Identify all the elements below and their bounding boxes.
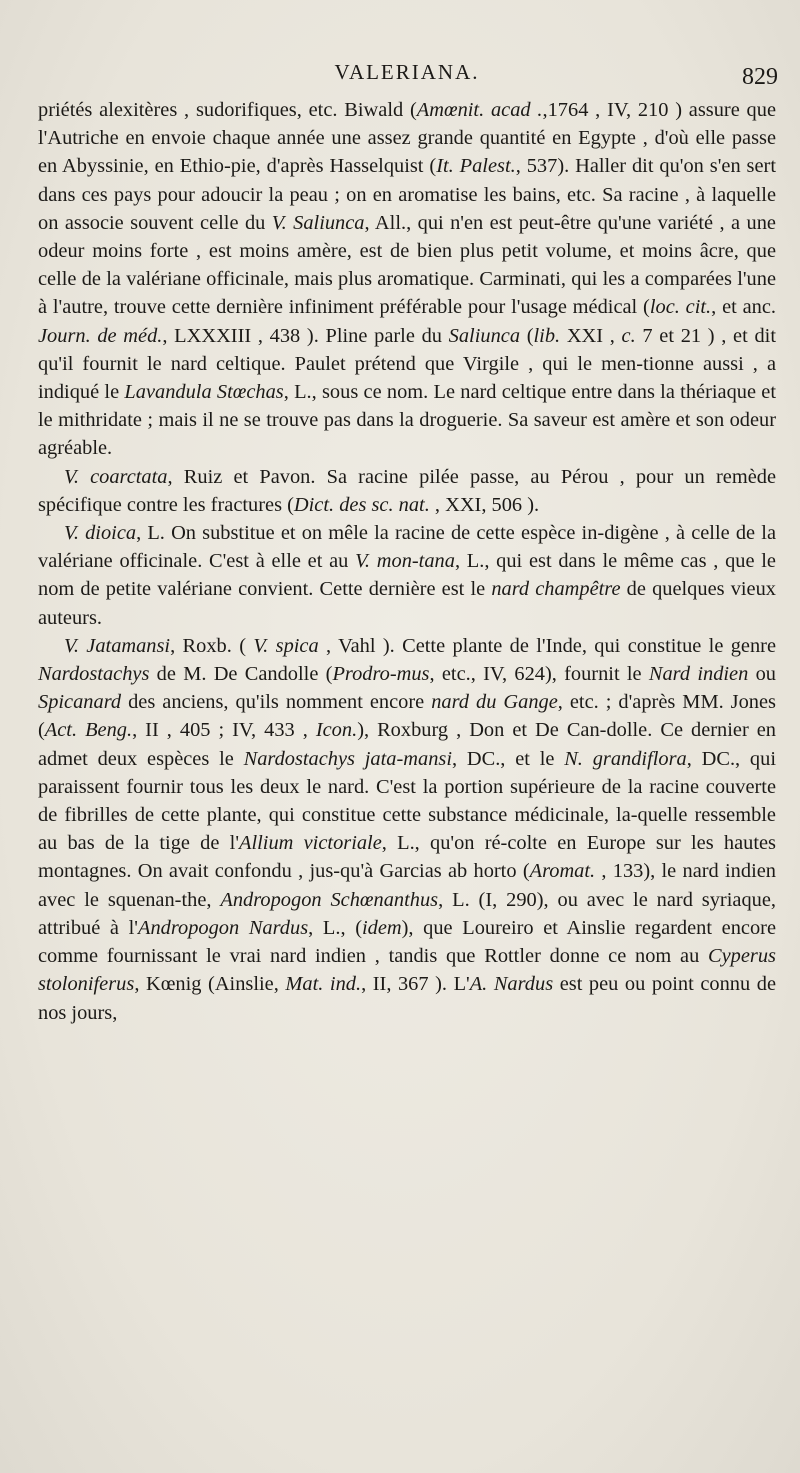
text-segment: , Vahl ). Cette plante de l'Inde, qui constitue le genre [318,634,777,657]
italic-text: lib. [533,324,561,347]
text-segment: ou [748,663,776,686]
body-text [38,96,776,1027]
text-segment: est peu ou point connu de nos jours, [38,973,777,1024]
text-segment: XXI , [560,324,622,347]
italic-text: V. Saliunca [271,211,365,234]
italic-text: nard du Gange [431,691,558,714]
text-segment: , Ruiz et Pavon. Sa racine pilée passe, au Pérou , pour un remède spécifique contre les fractures ( [38,465,776,516]
italic-text: c. [621,324,636,347]
italic-text: V. dioica [64,522,137,545]
italic-text: N. grandiflora [564,747,687,770]
italic-text: Aromat. [529,860,596,883]
text-segment: , L. On substitue et on mêle la racine de cette espèce in-digène , à celle de la valériane officinale. C'est à elle et au [38,522,776,573]
italic-text: V. spica [253,634,319,657]
paragraph-p4 [38,632,776,1027]
text-segment: , II, 367 ). L' [361,973,470,996]
text-segment: , L., qui est dans le même cas , que le nom de petite valériane convient. Cette dernière est le [38,550,776,601]
text-segment: ( [520,324,534,347]
text-segment: , L., sous ce nom. Le nard celtique entre dans la thériaque et le mithridate ; mais il ne se trouve pas dans la droguerie. Sa saveur est amère et son odeur agréable. [38,381,776,460]
text-segment: , 133), le nard indien avec le squenan-the, [38,860,776,911]
text-segment: , Roxb. ( [170,634,254,657]
italic-text: V. Jatamansi [64,634,171,657]
text-segment: , LXXXIII , 438 ). Pline parle du [162,324,449,347]
running-title: VALERIANA. [334,60,480,84]
italic-text: A. Nardus [469,973,554,996]
text-segment: , DC., qui paraissent fournir tous les deux le nard. C'est la portion supérieure de la racine couverte de fibrilles de cette plante, qui constitue cette substance médicinale, la-quelle ressemble au bas de la tige de l' [38,747,776,855]
italic-text: V. coarctata [64,465,168,488]
italic-text: Nardostachys jata-mansi [243,747,452,770]
book-page [38,58,776,1027]
italic-text: Amœnit. acad . [416,99,543,121]
italic-text: Nard indien [648,663,749,686]
paragraph-p3 [38,519,776,632]
text-segment: , All., qui n'en est peut-être qu'une variété , a une odeur moins forte , est moins amère, est de bien plus petit volume, et moins âcre, que celle de la valériane officinale, mais plus aromatique. Carminati, qui les a comparées l'une à l'autre, trouve cette dernière infiniment préférable pour l'usage médical ( [38,211,776,319]
text-segment: , Kœnig (Ainslie, [134,973,286,996]
text-segment: ,1764 , IV, 210 ) assure que l'Autriche en envoie chaque année une assez grande quantité en Egypte , d'où elle passe en Abyssinie, en Ethio-pie, d'après Hasselquist ( [38,99,776,178]
text-segment: , II , 405 ; IV, 433 , [132,719,316,742]
text-segment: de M. De Candolle ( [149,663,333,686]
italic-text: Andropogon Nardus [137,916,309,939]
italic-text: V. mon-tana [355,550,455,573]
text-segment: , L. (I, 290), ou avec le nard syriaque, attribué à l' [38,888,776,939]
text-segment: , L., ( [308,916,362,939]
text-segment: , et anc. [711,296,777,319]
text-segment: de quelques vieux auteurs. [38,578,776,629]
text-segment: , L., qu'on ré-colte en Europe sur les hautes montagnes. On avait confondu , jus-qu'à Garcias ab horto ( [38,832,776,883]
italic-text: Cyperus stoloniferus [38,945,776,996]
text-segment: , etc. ; d'après MM. Jones ( [38,691,776,742]
italic-text: Nardostachys [38,663,150,686]
italic-text: nard champêtre [491,578,621,601]
paragraph-p1 [38,96,776,463]
text-segment: 7 et 21 ) , et dit qu'il fournit le nard celtique. Paulet prétend que Virgile , qui le men-tionne aussi , a indiqué le [38,324,776,404]
text-segment: ), que Loureiro et Ainslie regardent encore comme fournissant le vrai nard indien , tandis que Rottler donne ce nom au [38,916,777,968]
italic-text: Allium victoriale [239,832,382,855]
running-header [38,58,776,96]
italic-text: idem [361,916,402,939]
paragraph-p2 [38,463,776,519]
page-number: 829 [742,64,778,90]
text-segment: des anciens, qu'ils nomment encore [121,691,432,714]
text-segment: priétés alexitères , sudorifiques, etc. Biwald ( [38,99,417,121]
italic-text: loc. cit. [649,296,712,319]
italic-text: Spicanard [38,691,122,714]
italic-text: It. Palest. [436,155,516,178]
text-segment: , XXI, 506 ). [429,493,540,516]
text-segment: , DC., et le [452,747,565,770]
italic-text: Prodro-mus [332,663,430,686]
italic-text: Saliunca [448,324,521,347]
text-segment: ), Roxburg , Don et De Can-dolle. Ce dernier en admet deux espèces le [38,719,776,770]
italic-text: Act. Beng. [44,719,133,742]
italic-text: Andropogon Schœnanthus [220,888,439,911]
text-segment: , 537). Haller dit qu'on s'en sert dans ces pays pour adoucir la peau ; on en aromatise les bains, etc. Sa racine , à laquelle on associe souvent celle du [38,155,776,234]
italic-text: Journ. de méd. [38,324,163,347]
italic-text: Dict. des sc. nat. [293,493,430,516]
italic-text: Lavandula Stœchas [124,381,284,404]
italic-text: Mat. ind. [285,973,362,996]
text-segment: , etc., IV, 624), fournit le [429,663,649,686]
italic-text: Icon. [315,719,358,742]
